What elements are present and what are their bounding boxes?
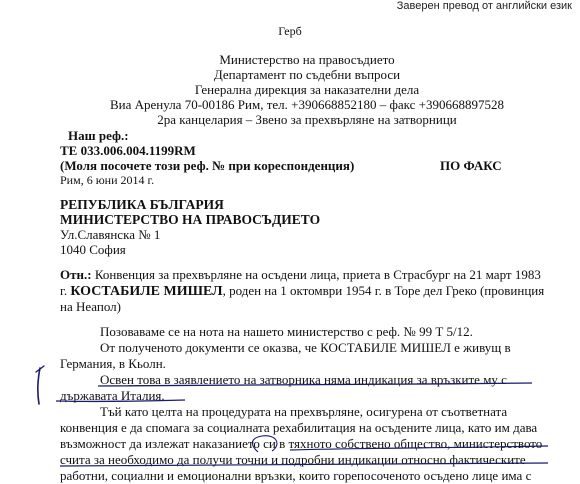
ref-instruction: (Моля посочете този реф. № при кореспонденция) [60, 158, 355, 173]
translation-certification-note: Заверен превод от английски език [396, 0, 572, 12]
body-paragraph-3-line-1: Освен това в заявлението на затворника няма индикация за връзките му с [100, 372, 507, 387]
sender-ministry: Министерство на правосъдието [219, 52, 395, 67]
recipient-ministry: МИНИСТЕРСТВО НА ПРАВОСЪДИЕТО [60, 212, 321, 227]
body-paragraph-3-line-2: държавата Италия. [60, 388, 165, 403]
underline-paragraph-3-line-2 [56, 400, 185, 401]
subject-text-2: , роден на 1 октомври 1954 г. в Торе дел Греко (провинция [222, 283, 545, 298]
underline-paragraph-4-line-4 [60, 463, 548, 466]
sender-department: Департамент по съдебни въпроси [213, 67, 401, 82]
sender-address: Виа Аренула 70-00186 Рим, тел. +390668852180 – факс +390668897528 [110, 97, 504, 112]
body-paragraph-2-line-1: От полученото документи се оказва, че КОСТАБИЛЕ МИШЕЛ е живущ в [100, 340, 511, 355]
recipient-street: Ул.Славянска № 1 [60, 227, 161, 242]
ref-number: TE 033.006.004.1199RM [60, 143, 196, 158]
subject-line-3: на Неапол) [60, 299, 121, 314]
subject-prefix: г. [60, 283, 71, 298]
body-paragraph-4-line-4: счита за необходимо да получи точни и подробни индикации относно фактическите [60, 452, 526, 467]
underline-paragraph-4-line-3 [290, 446, 548, 450]
body-paragraph-4-line-1: Тъй като целта на процедурата на прехвърляне, осигурена от съответната [100, 404, 508, 419]
by-fax-label: ПО ФАКС [440, 158, 502, 173]
body-paragraph-4-line-5: работни, социални и емоционални връзки, които горепосоченото осъдено лице има с [60, 468, 532, 483]
place-date: Рим, 6 юни 2014 г. [60, 173, 155, 187]
body-paragraph-4-line-2: конвенция е да спомага за социалната рехабилитация на осъдените лица, като им дава [60, 420, 538, 435]
body-paragraph-1: Позоваваме се на нота на нашето министерство с реф. № 99 Т 5/12. [100, 324, 473, 339]
recipient-city: 1040 София [60, 242, 126, 257]
underline-paragraph-3-line-1 [98, 383, 532, 386]
subject-person-name: КОСТАБИЛЕ МИШЕЛ [70, 284, 223, 299]
ref-label: Наш реф.: [68, 128, 129, 143]
subject-label: Отн.: [60, 267, 92, 282]
recipient-country: РЕПУБЛИКА БЪЛГАРИЯ [60, 197, 224, 212]
margin-pen-mark [38, 368, 40, 404]
sender-office: 2ра канцелария – Звено за прехвърляне на затворници [157, 112, 457, 127]
subject-text-1: Конвенция за прехвърляне на осъдени лица, приета в Страсбург на 21 март 1983 [94, 267, 541, 282]
emblem-placeholder: Герб [278, 24, 302, 38]
sender-directorate: Генерална дирекция за наказателни дела [194, 82, 420, 97]
circle-mark [252, 436, 277, 452]
body-paragraph-2-line-2: Германия, в Кьолн. [60, 356, 166, 371]
body-paragraph-4-line-3: възможност да излежат наказанието си в тяхното собствено общество, министерството [60, 436, 543, 451]
